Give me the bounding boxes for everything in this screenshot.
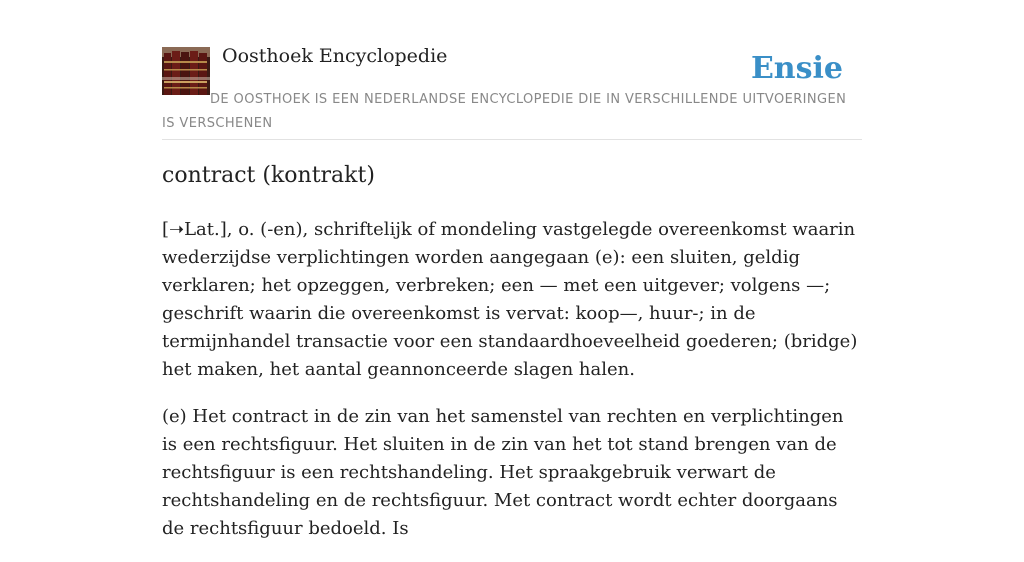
entry-paragraph: [➝Lat.], o. (-en), schriftelijk of mondeling vastgelegde overeenkomst waarin wederzijdse verplichtingen worden aangegaan (e): een sluiten, geldig verklaren; het opzeggen, verbreken; een — met een uitgever; volgens —; geschrift waarin die overeenkomst is vervat: koop—, huur-; in de termijnhandel transactie voor een standaardhoeveelheid goederen; (bridge) het maken, het aantal geannonceerde slagen halen. [162,219,858,380]
entry-body [162,216,862,562]
site-title[interactable]: Oosthoek Encyclopedie [222,45,448,67]
header-divider [162,139,862,140]
site-tagline: DE OOSTHOEK IS EEN NEDERLANDSE ENCYCLOPEDIE DIE IN VERSCHILLENDE UITVOERINGEN IS VERSCHENEN [162,92,847,131]
brand-logo[interactable]: Ensie [750,51,843,86]
entry-title: contract (kontrakt) [162,163,375,188]
entry-paragraph: (e) Het contract in de zin van het samenstel van rechten en verplichtingen is een rechtsfiguur. Het sluiten in de zin van het tot stand brengen van de rechtsfiguur is een rechtshandeling. Het spraakgebruik verwart de rechtshandeling en de rechtsfiguur. Met contract wordt echter doorgaans de rechtsfiguur bedoeld. Is [162,406,844,539]
